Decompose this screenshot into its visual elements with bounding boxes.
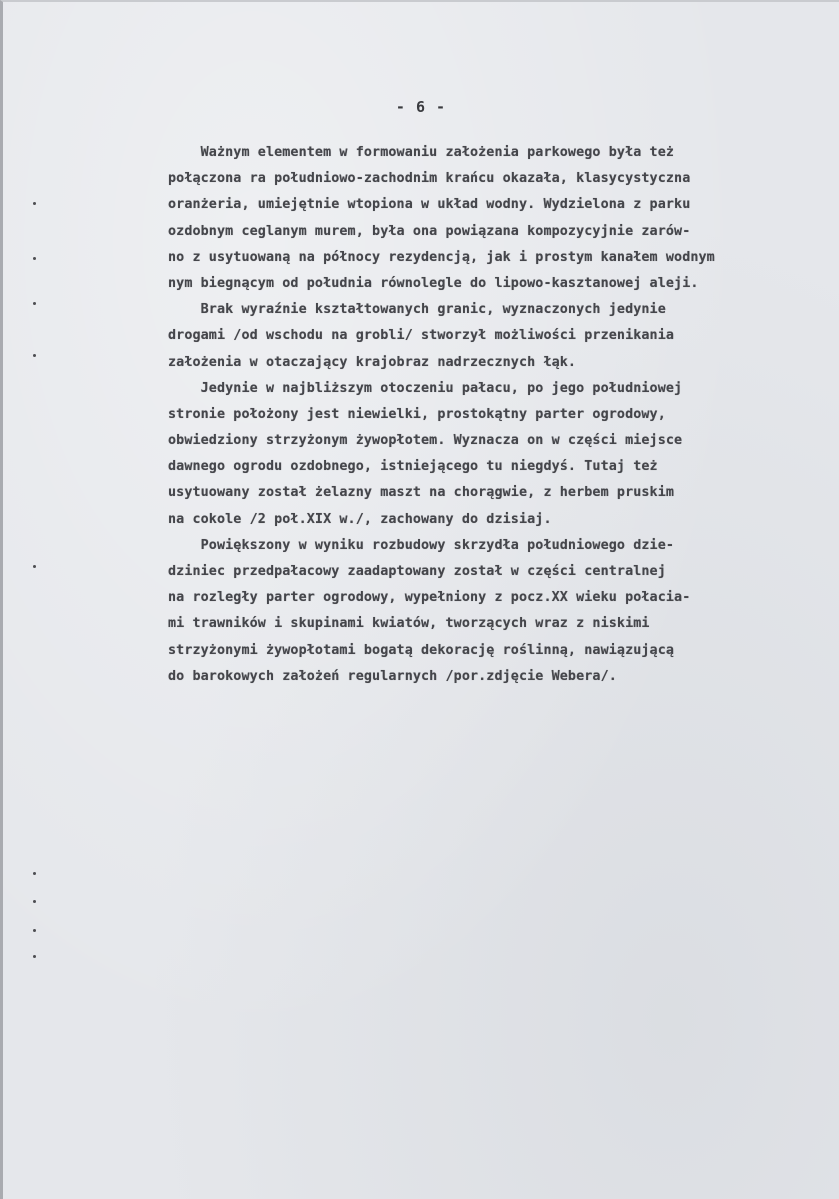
text-line: stronie położony jest niewielki, prostokątny parter ogrodowy, <box>168 406 666 422</box>
page-number: - 6 - <box>395 98 447 116</box>
text-line: no z usytuowaną na północy rezydencją, jak i prostym kanałem wodnym <box>168 249 715 265</box>
typed-body-text <box>168 140 832 690</box>
text-line: na rozległy parter ogrodowy, wypełniony z pocz.XX wieku połacia- <box>168 590 691 606</box>
text-line: połączona ra południowo-zachodnim krańcu okazała, klasycystyczna <box>168 171 691 187</box>
text-line: ozdobnym ceglanym murem, była ona powiązana kompozycyjnie zarów- <box>168 223 691 239</box>
text-line: dziniec przedpałacowy zaadaptowany został w części centralnej <box>168 564 666 579</box>
text-line: Jedynie w najbliższym otoczeniu pałacu, po jego południowej <box>168 380 683 396</box>
text-line: do barokowych założeń regularnych /por.zdjęcie Webera/. <box>168 668 617 684</box>
binding-hole-mark <box>33 354 36 357</box>
text-line: Ważnym elementem w formowaniu założenia parkowego była też <box>168 145 675 160</box>
text-line: dawnego ogrodu ozdobnego, istniejącego tu niegdyś. Tutaj też <box>168 459 658 475</box>
binding-hole-mark <box>33 955 36 958</box>
binding-hole-mark <box>33 202 36 205</box>
text-line: nym biegnącym od południa równolegle do lipowo-kasztanowej aleji. <box>168 275 699 291</box>
text-line: strzyżonymi żywopłotami bogatą dekorację roślinną, nawiązującą <box>168 642 675 658</box>
binding-hole-mark <box>33 872 36 875</box>
binding-hole-mark <box>33 302 36 305</box>
binding-hole-mark <box>33 929 36 932</box>
binding-hole-mark <box>33 565 36 568</box>
text-line: na cokole /2 poł.XIX w./, zachowany do dzisiaj. <box>168 511 552 527</box>
binding-hole-mark <box>33 900 36 903</box>
text-line: drogami /od wschodu na grobli/ stworzył możliwości przenikania <box>168 328 675 344</box>
text-line: założenia w otaczający krajobraz nadrzecznych łąk. <box>168 354 577 370</box>
text-line: oranżeria, umiejętnie wtopiona w układ wodny. Wydzielona z parku <box>168 197 691 213</box>
text-line: mi trawników i skupinami kwiatów, tworzących wraz z niskimi <box>168 616 650 632</box>
binding-hole-mark <box>33 257 36 260</box>
text-line: obwiedziony strzyżonym żywopłotem. Wyznacza on w części miejsce <box>168 433 683 449</box>
text-line: usytuowany został żelazny maszt na chorągwie, z herbem pruskim <box>168 485 675 501</box>
text-line: Powiększony w wyniku rozbudowy skrzydła południowego dzie- <box>168 537 675 553</box>
text-line: Brak wyraźnie kształtowanych granic, wyznaczonych jedynie <box>168 302 666 318</box>
